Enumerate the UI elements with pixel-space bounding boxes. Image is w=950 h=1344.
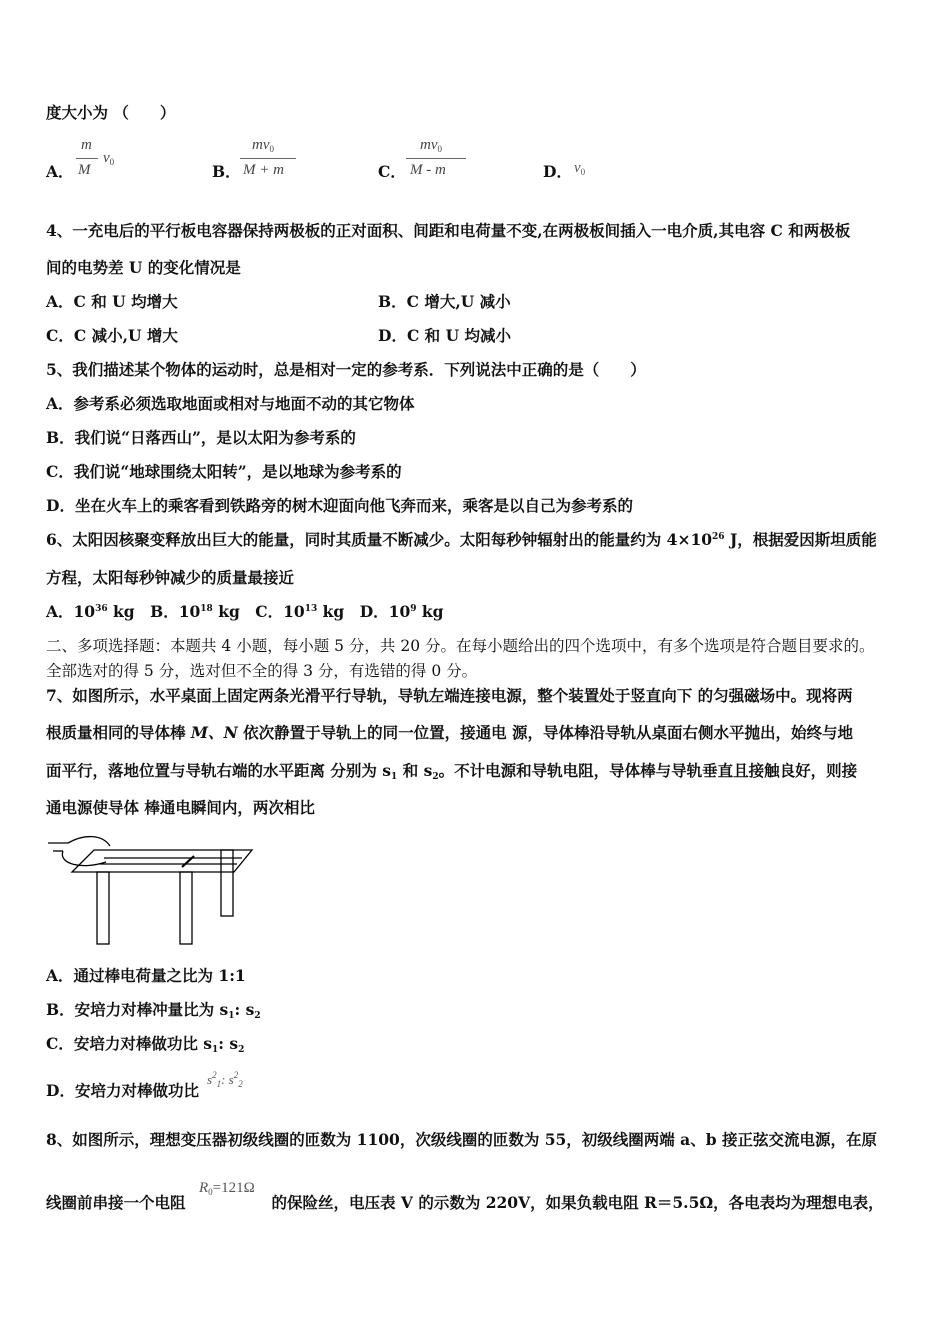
q3-option-d-formula: $v_0$ [574,160,586,177]
q3-option-b-label: B． [212,162,241,181]
q3-option-d-label: D． [543,162,572,181]
q4-stem-line2: 间的电势差 U 的变化情况是 [46,258,241,277]
frac-bar [406,158,466,159]
table-leg-front-right [180,872,192,944]
q3-option-b-formula [240,134,300,184]
q4-option-d: D．C 和 U 均减小 [378,326,511,345]
q7-stem-line3: 面平行，落地位置与导轨右端的水平距离 分别为 $s_1$ 和 $s_2$。不计电源和导轨电阻，导体棒与导轨垂直且接触良好，则接 [46,761,858,782]
q7-option-b: B．安培力对棒冲量比为 $s_1$: $s_2$ [46,1000,261,1021]
frac-tail: $v_0$ [103,150,115,167]
q5-option-a: A．参考系必须选取地面或相对与地面不动的其它物体 [46,394,415,413]
frac-bar [76,158,98,159]
q6-options: A．$10^{36}$ kg B．$10^{18}$ kg C．$10^{13}$ kg D．$10^9$ kg [46,602,444,621]
q3-option-c-formula [406,134,470,184]
frac-denominator: M - m [410,162,446,178]
frac-numerator: m [81,137,92,153]
q6-stem-line2: 方程，太阳每秒钟减少的质量最接近 [46,568,295,587]
q8-stem-line2: 线圈前串接一个电阻 的保险丝，电压表 V 的示数为 220V，如果负载电阻 R＝5.5Ω，各电表均为理想电表， [46,1193,884,1212]
section2-instructions-line1: 二、多项选择题：本题共 4 小题，每小题 5 分，共 20 分。在每小题给出的四个选项中，有多个选项是符合题目要求的。 [46,637,875,655]
q4-option-c: C．C 减小,U 增大 [46,326,178,345]
q7-stem-line1: 7、如图所示，水平桌面上固定两条光滑平行导轨，导轨左端连接电源，整个装置处于竖直向下 的匀强磁场中。现将两 [46,686,853,705]
frac-numerator: $mv_0$ [252,137,274,154]
q3-option-c-label: C． [378,162,406,181]
wire-bottom [62,851,106,866]
q7-option-c: C．安培力对棒做功比 $s_1$: $s_2$ [46,1034,245,1055]
table-leg-back-right [221,850,233,916]
q6-stem-line1: 6、太阳因核聚变释放出巨大的能量，同时其质量不断减少。太阳每秒钟辐射出的能量约为 $4\times 10^{26}$ J，根据爱因斯坦质能 [46,530,877,549]
q3-option-a-formula [76,134,126,184]
q7-table-diagram [44,830,256,946]
q5-option-b: B．我们说“日落西山”，是以太阳为参考系的 [46,428,356,447]
section2-instructions-line2: 全部选对的得 5 分，选对但不全的得 3 分，有选错的得 0 分。 [46,662,478,680]
q5-option-d: D．坐在火车上的乘客看到铁路旁的树木迎面向他飞奔而来，乘客是以自己为参考系的 [46,496,633,515]
q3-option-a-label: A． [46,162,74,181]
q7-stem-line2: 根质量相同的导体棒 M、N 依次静置于导轨上的同一位置，接通电 源，导体棒沿导轨从桌面右侧水平抛出，始终与地 [46,723,854,742]
q4-option-b: B．C 增大,U 减小 [378,292,511,311]
q4-stem-line1: 4、一充电后的平行板电容器保持两极板的正对面积、间距和电荷量不变,在两极板间插入一电介质,其电容 C 和两极板 [46,221,851,240]
q5-option-c: C．我们说“地球围绕太阳转”，是以地球为参考系的 [46,462,402,481]
q7-option-a: A．通过棒电荷量之比为 1:1 [46,966,246,985]
frac-denominator: M + m [243,162,284,178]
q7-option-d: D．安培力对棒做功比 [46,1081,199,1100]
table-top [72,850,252,872]
wire-top [68,837,110,846]
q7-stem-line4: 通电源使导体 棒通电瞬间内，两次相比 [46,798,315,817]
q8-resistor-formula: $R_0=121\Omega$ [199,1180,255,1197]
table-leg-front-left [97,872,109,944]
frac-numerator: $mv_0$ [420,137,442,154]
q3-stem-tail: 度大小为 （ ） [46,103,176,122]
frac-bar [240,158,296,159]
q4-option-a: A．C 和 U 均增大 [46,292,178,311]
q5-stem: 5、我们描述某个物体的运动时，总是相对一定的参考系．下列说法中正确的是（ ） [46,360,646,379]
q8-stem-line1: 8、如图所示，理想变压器初级线圈的匝数为 1100，次级线圈的匝数为 55，初级线圈两端 a、b 接正弦交流电源，在原 [46,1130,877,1149]
q7-option-d-formula: $s^2_1$: $s^2_2$ [207,1070,243,1089]
frac-denominator: M [78,162,91,178]
